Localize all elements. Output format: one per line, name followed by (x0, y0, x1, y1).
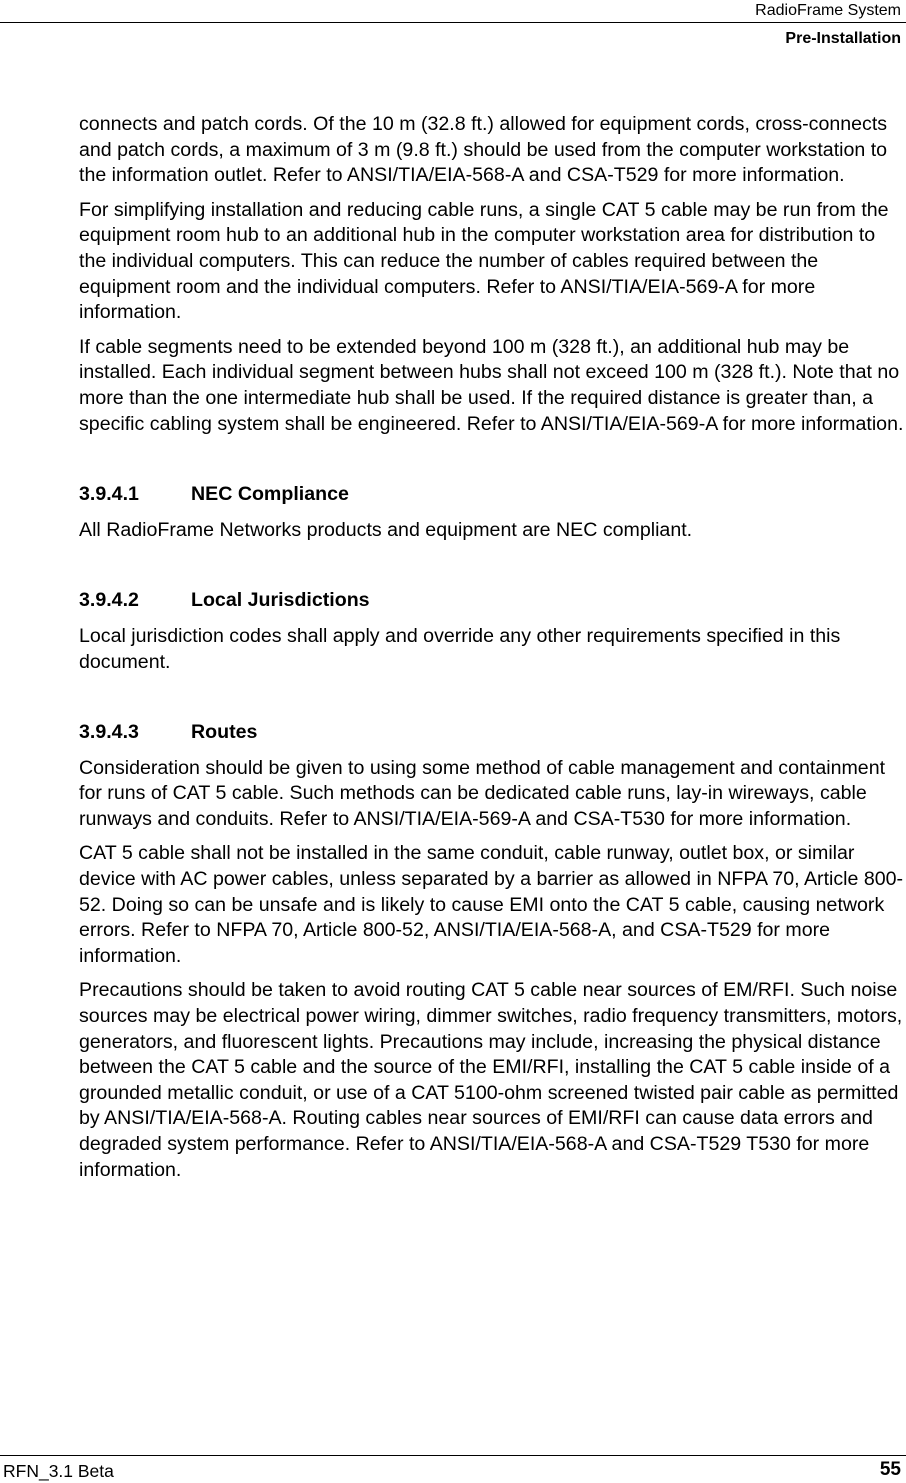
page-number: 55 (879, 1459, 901, 1480)
footer-divider (0, 1455, 906, 1456)
section-heading-routes (79, 720, 906, 746)
running-header-title: RadioFrame System (755, 2, 901, 19)
body-paragraph: connects and patch cords. Of the 10 m (32.8 ft.) allowed for equipment cords, cross-connects and patch cords, a maximum of 3 m (9.8 ft.) should be used from the computer workstation to the information outlet. Refer to ANSI/TIA/EIA-568-A and CSA-T529 for more information. (79, 113, 888, 187)
body-paragraph: If cable segments need to be extended beyond 100 m (328 ft.), an additional hub may be installed. Each individual segment between hubs shall not exceed 100 m (328 ft.). Note that no more than the one intermediate hub shall be used. If the required distance is greater than, a specific cabling system shall be engineered. Refer to ANSI/TIA/EIA-569-A for more information. (79, 335, 904, 435)
body-paragraph: CAT 5 cable shall not be installed in the same conduit, cable runway, outlet box, or similar device with AC power cables, unless separated by a barrier as allowed in NFPA 70, Article 800-52. Doing so can be unsafe and is likely to cause EMI onto the CAT 5 cable, causing network errors. Refer to NFPA 70, Article 800-52, ANSI/TIA/EIA-568-A, and CSA-T529 for more information. (79, 842, 904, 967)
section-heading-local-jurisdictions (79, 588, 906, 614)
section-heading-nec-compliance (79, 482, 906, 508)
body-paragraph: All RadioFrame Networks products and equipment are NEC compliant. (79, 518, 693, 541)
section-title: Routes (191, 721, 258, 744)
section-title: NEC Compliance (191, 483, 349, 506)
footer-document-id: RFN_3.1 Beta (3, 1461, 114, 1481)
section-title: Local Jurisdictions (191, 589, 370, 612)
body-paragraph: Consideration should be given to using some method of cable management and containment for runs of CAT 5 cable. Such methods can be dedicated cable runs, lay-in wireways, cable runways and conduits. Refer to ANSI/TIA/EIA-569-A and CSA-T530 for more information. (79, 756, 886, 830)
header-divider (0, 22, 906, 23)
section-number: 3.9.4.1 (79, 483, 139, 506)
section-number: 3.9.4.3 (79, 721, 139, 744)
body-paragraph: For simplifying installation and reducing cable runs, a single CAT 5 cable may be run from the equipment room hub to an additional hub in the computer workstation area for distribution to the individual computers. This can reduce the number of cables required between the equipment room and the individual computers. Refer to ANSI/TIA/EIA-569-A for more information. (79, 198, 889, 324)
section-number: 3.9.4.2 (79, 589, 139, 612)
body-paragraph: Precautions should be taken to avoid routing CAT 5 cable near sources of EM/RFI. Such noise sources may be electrical power wiring, dimmer switches, radio frequency transmitters, motors, generators, and fluorescent lights. Precautions may include, increasing the physical distance between the CAT 5 cable and the source of the EMI/RFI, installing the CAT 5 cable inside of a grounded metallic conduit, or use of a CAT 5100-ohm screened twisted pair cable as permitted by ANSI/TIA/EIA-568-A. Routing cables near sources of EMI/RFI can cause data errors and degraded system performance. Refer to ANSI/TIA/EIA-568-A and CSA-T529 T530 for more information. (79, 979, 903, 1181)
running-header-section: Pre-Installation (785, 30, 901, 47)
body-paragraph: Local jurisdiction codes shall apply and override any other requirements specified in this document. (79, 624, 841, 673)
page-body (79, 112, 906, 1192)
